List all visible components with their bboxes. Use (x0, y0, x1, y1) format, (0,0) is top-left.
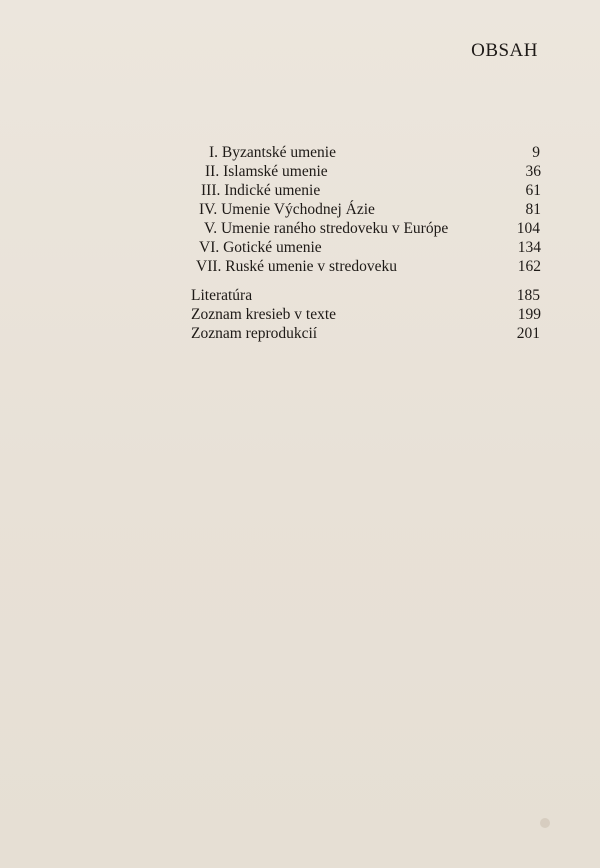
toc-entry-label: Zoznam kresieb v texte (191, 306, 337, 323)
toc-entry-page: 36 (525, 163, 541, 180)
toc-entry-page: 162 (517, 258, 541, 275)
toc-entry-label: Zoznam reprodukcií (191, 325, 318, 342)
toc-entry-page: 134 (517, 239, 541, 256)
toc-entry-page: 104 (516, 220, 540, 237)
toc-entry-page: 185 (516, 287, 540, 304)
toc-entry (0, 182, 600, 202)
toc-entry-label: V. Umenie raného stredoveku v Európe (204, 220, 449, 237)
toc-entry-label: VII. Ruské umenie v stredoveku (196, 258, 398, 275)
toc-entry (0, 163, 600, 183)
toc-entry (0, 258, 600, 278)
toc-entry-label: IV. Umenie Východnej Ázie (199, 201, 375, 218)
paper-stain (540, 818, 550, 828)
toc-entry (0, 306, 600, 326)
toc-entry-label: II. Islamské umenie (205, 163, 328, 180)
toc-entry (0, 201, 600, 221)
toc-entry-label: III. Indické umenie (201, 182, 321, 199)
toc-entry-page: 81 (525, 201, 541, 218)
toc-entry-page: 201 (516, 325, 540, 342)
toc-entry (0, 144, 600, 164)
toc-entry (0, 287, 600, 307)
toc-entry-label: Literatúra (191, 287, 253, 304)
toc-entry-page: 199 (517, 306, 541, 323)
toc-entry (0, 239, 600, 259)
toc-entry-label: I. Byzantské umenie (209, 144, 336, 161)
page-title: OBSAH (471, 40, 538, 61)
toc-entry (0, 325, 600, 345)
toc-entry-label: VI. Gotické umenie (199, 239, 322, 256)
toc-entry-page: 61 (525, 182, 541, 199)
toc-entry-page: 9 (532, 144, 540, 161)
toc-entry (0, 220, 600, 240)
